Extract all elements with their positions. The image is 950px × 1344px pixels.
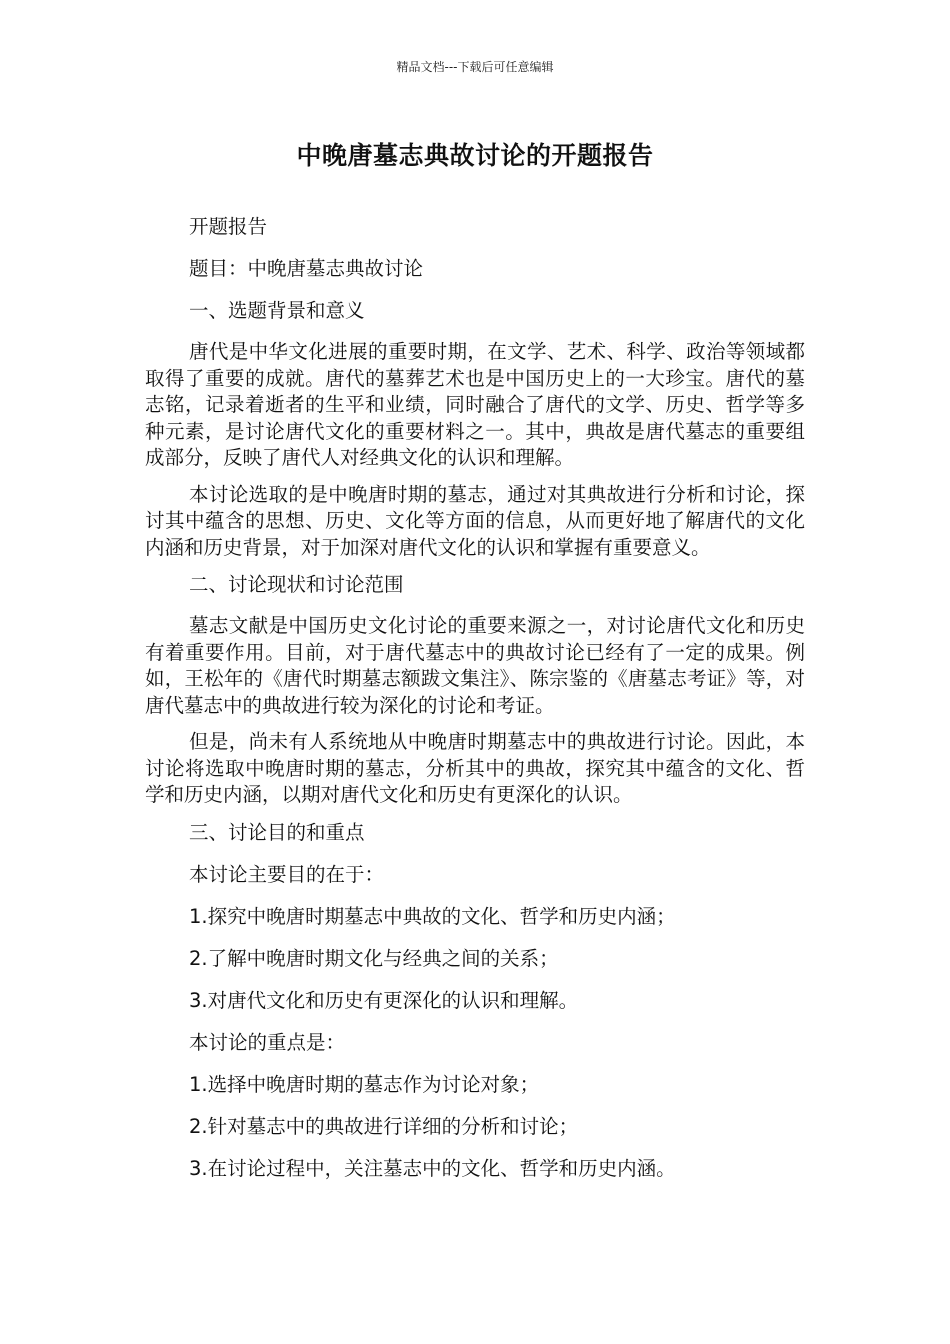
section-heading-3: 三、讨论目的和重点: [189, 820, 365, 844]
paragraph-background: 唐代是中华文化进展的重要时期，在文学、艺术、科学、政治等领域都取得了重要的成就。唐代的墓葬艺术也是中国历史上的一大珍宝。唐代的墓志铭，记录着逝者的生平和业绩，同时融合了唐代的文学、历史、哲学等多种元素，是讨论唐代文化的重要材料之一。其中，典故是唐代墓志的重要组成部分，反映了唐代人对经典文化的认识和理解。: [145, 340, 805, 469]
purpose-item-3: 3.对唐代文化和历史有更深化的认识和理解。: [189, 988, 579, 1012]
paragraph-status: 墓志文献是中国历史文化讨论的重要来源之一，对讨论唐代文化和历史有着重要作用。目前，对于唐代墓志中的典故讨论已经有了一定的成果。例如，王松年的《唐代时期墓志额跋文集注》、陈宗鉴的《唐墓志考证》等，对唐代墓志中的典故进行较为深化的讨论和考证。: [145, 614, 805, 717]
section-heading-2: 二、讨论现状和讨论范围: [189, 573, 404, 596]
section-heading-1: 一、选题背景和意义: [189, 299, 365, 322]
purpose-item-1: 1.探究中晚唐时期墓志中典故的文化、哲学和历史内涵；: [189, 904, 676, 928]
focus-item-3: 3.在讨论过程中，关注墓志中的文化、哲学和历史内涵。: [189, 1156, 676, 1180]
focus-intro: 本讨论的重点是：: [189, 1030, 346, 1054]
document-title: 中晚唐墓志典故讨论的开题报告: [296, 141, 654, 170]
paragraph-significance: 本讨论选取的是中晚唐时期的墓志，通过对其典故进行分析和讨论，探讨其中蕴含的思想、历史、文化等方面的信息，从而更好地了解唐代的文化内涵和历史背景，对于加深对唐代文化的认识和掌握有重要意义。: [145, 482, 805, 559]
purpose-item-2: 2.了解中晚唐时期文化与经典之间的关系；: [189, 946, 559, 970]
focus-item-1: 1.选择中晚唐时期的墓志作为讨论对象；: [189, 1072, 540, 1096]
topic-line: 题目：中晚唐墓志典故讨论: [189, 257, 424, 280]
paragraph-scope: 但是，尚未有人系统地从中晚唐时期墓志中的典故进行讨论。因此，本讨论将选取中晚唐时期的墓志，分析其中的典故，探究其中蕴含的文化、哲学和历史内涵，以期对唐代文化和历史有更深化的认识。: [145, 730, 805, 806]
purpose-intro: 本讨论主要目的在于：: [189, 862, 385, 886]
heading-report: 开题报告: [189, 215, 268, 238]
focus-item-2: 2.针对墓志中的典故进行详细的分析和讨论；: [189, 1114, 579, 1138]
document-body: [145, 213, 805, 1197]
page-header: 精品文档---下载后可任意编辑: [396, 60, 554, 74]
